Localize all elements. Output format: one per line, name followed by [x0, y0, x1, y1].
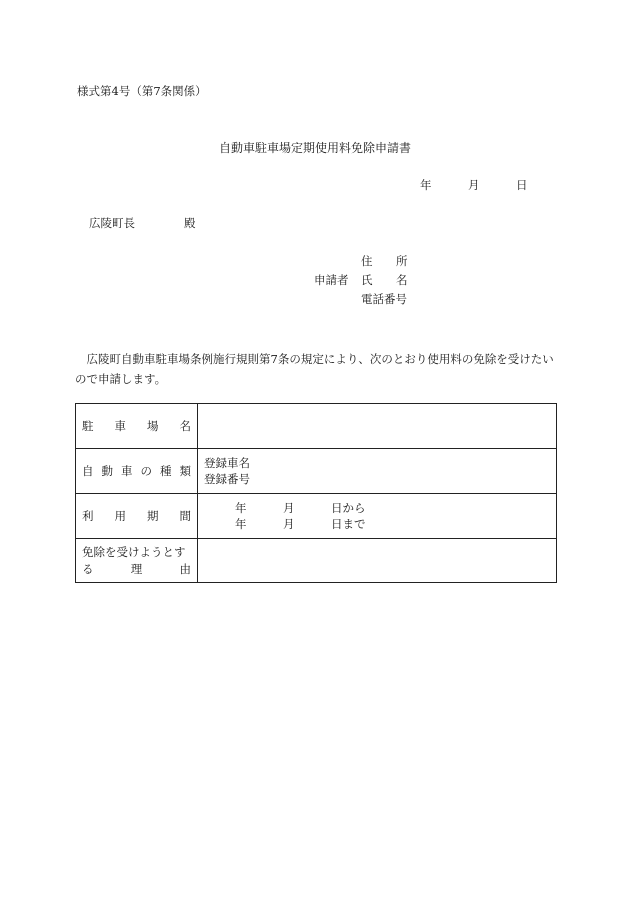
label-char: 場 — [147, 419, 159, 433]
address-label-1: 住 — [361, 254, 373, 268]
to-month: 月 — [283, 517, 295, 531]
table-row-parking-lot — [76, 404, 557, 449]
from-year: 年 — [235, 501, 247, 515]
period-from — [198, 500, 556, 516]
label-char: の — [140, 464, 152, 478]
label-char: 類 — [179, 464, 191, 478]
label-char: 自 — [82, 464, 94, 478]
car-name-label: 登録車名 — [204, 456, 250, 470]
table-row-period — [76, 494, 557, 539]
date-month-label: 月 — [468, 178, 480, 192]
phone-label: 電話番号 — [361, 292, 407, 306]
date-year-label: 年 — [420, 178, 432, 192]
table-row-reason — [76, 539, 557, 583]
label-char: 間 — [179, 509, 191, 523]
label-char: 期 — [147, 509, 159, 523]
period-label — [76, 494, 198, 539]
table-row-vehicle-type — [76, 449, 557, 494]
to-day: 日まで — [331, 517, 366, 531]
applicant-role: 申請者 — [314, 273, 349, 287]
parking-lot-value-field[interactable] — [198, 404, 557, 449]
label-char: る — [82, 561, 94, 576]
date-day-label: 日 — [516, 178, 528, 192]
period-value-field[interactable] — [198, 494, 557, 539]
reason-label — [76, 539, 198, 583]
label-char: 名 — [179, 419, 191, 433]
parking-lot-label — [76, 404, 198, 449]
label-char: 由 — [179, 561, 191, 576]
label-char: 車 — [121, 464, 133, 478]
vehicle-type-label — [76, 449, 198, 494]
addressee-name: 広陵町長 — [89, 216, 135, 230]
form-number: 様式第4号（第7条関係） — [77, 84, 207, 98]
to-year: 年 — [235, 517, 247, 531]
body-text: 広陵町自動車駐車場条例施行規則第7条の規定により、次のとおり使用料の免除を受けたいので申請します。 — [75, 352, 554, 386]
reg-number-label: 登録番号 — [204, 472, 250, 486]
name-label-1: 氏 — [361, 273, 373, 287]
label-char: 理 — [130, 561, 143, 576]
label-char: 駐 — [82, 419, 94, 433]
address-label-2: 所 — [396, 254, 408, 268]
from-day: 日から — [331, 501, 366, 515]
name-label-2: 名 — [396, 273, 408, 287]
label-char: 動 — [101, 464, 113, 478]
from-month: 月 — [283, 501, 295, 515]
vehicle-type-value-field[interactable] — [198, 449, 557, 494]
period-to — [198, 516, 556, 532]
application-table — [75, 403, 557, 583]
label-char: 種 — [160, 464, 172, 478]
reason-label-line1: 免除を受けようとす — [82, 544, 186, 559]
reason-value-field[interactable] — [198, 539, 557, 583]
addressee-honorific: 殿 — [184, 216, 196, 230]
document-title: 自動車駐車場定期使用料免除申請書 — [218, 141, 411, 155]
label-char: 車 — [114, 419, 126, 433]
label-char: 利 — [82, 509, 94, 523]
label-char: 用 — [114, 509, 126, 523]
